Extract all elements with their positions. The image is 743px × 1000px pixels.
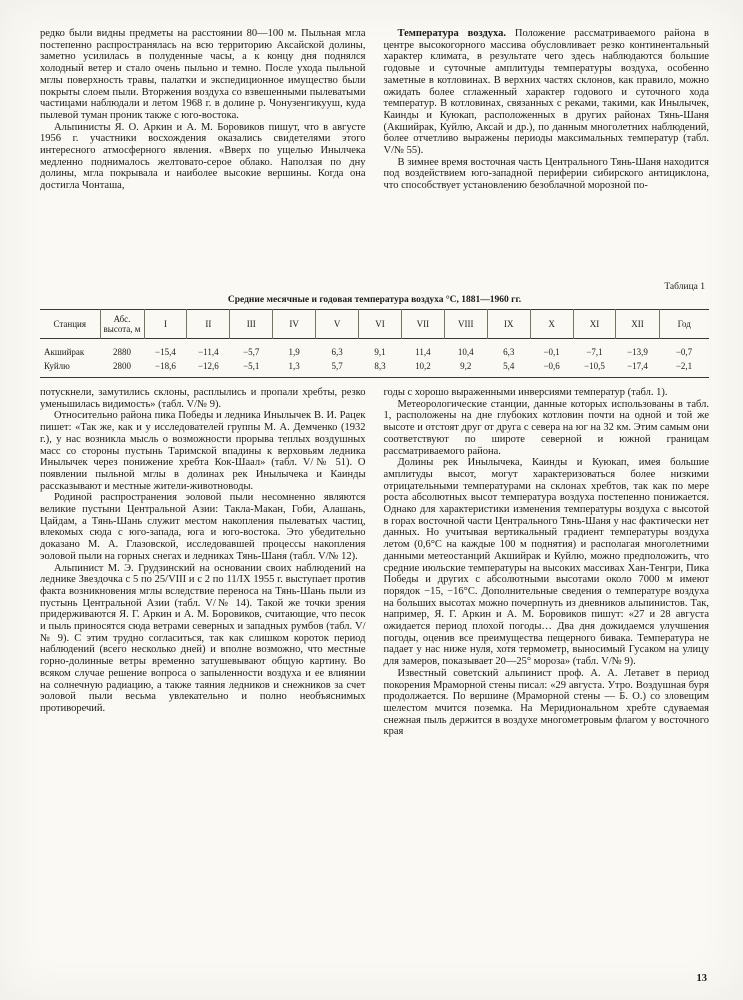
table-header-month: I — [144, 310, 187, 339]
table-row — [40, 359, 709, 378]
left-column-top — [40, 28, 366, 280]
table-header-month: VI — [359, 310, 402, 339]
table-header-month: III — [230, 310, 273, 339]
table-label: Таблица 1 — [664, 282, 705, 292]
paragraph-section-lead — [384, 28, 710, 157]
table-cell-month-value: −11,4 — [198, 347, 219, 357]
section-heading: Температура воздуха. — [397, 28, 507, 39]
paragraph: Альпинист М. Э. Грудзинский на основании своих наблюдений на леднике Звездочка с 5 по 25/VIII и с 2 по 11/IX 1955 г. выступает против факта возникновения мглы вследствие переноса на Тянь-Шань пыли из пустынь Центральной Азии (табл. V/№ 14). Такой же точки зрения придерживаются Я. Г. Аркин и А. М. Боровиков, считающие, что песок и пыль приносятся сюда ветрами северных и западных румбов (табл. V/№ 9). С этим трудно согласиться, так как слишком короток период наблюдений (всего несколько дней) и вполне возможно, что местные горно-долинные ветры временно затушевывают общую картину. Во всяком случае решение вопроса о запыленности воздуха и ее влиянии на солнечную радиацию, а также таяния ледников и снежников за счет эоловой пыли весьма увлекательно и полно необъяснимых противоречий. — [40, 562, 366, 714]
table-cell-month-value: −7,1 — [586, 347, 603, 357]
table-cell-year-value: −2,1 — [675, 361, 693, 371]
table-cell-month-value: 8,3 — [374, 361, 386, 371]
table-cell-month-value: 5,4 — [503, 361, 515, 371]
table-cell-month-value: −5,7 — [243, 347, 260, 357]
paragraph: Родиной распространения эоловой пыли несомненно являются великие пустыни Центральной Азии: Такла-Макан, Гоби, Алашань, Цайдам, а Тянь-Шань служит местом накопления пылеватых частиц, влекомых сюда с юго-запада, юга и юго-востока. Это убедительно доказано М. А. Глазовской, исследовавшей процессы накопления эоловой пыли на горных снегах и ледниках Тянь-Шаня (табл. V/№ 12). — [40, 492, 366, 562]
section-lead-text: Положение рассматриваемого района в центре высокогорного массива обусловливает резко континентальный характер климата, в результате чего здесь наблюдаются большие годовые и суточные амплитуды температуры воздуха, особенно заметные в котловинах. В верхних частях склонов, как правило, можно ожидать более сглаженный характер годового и суточного хода температур. В котловинах, связанных с реками, такими, как Инылычек, Каинды и Куюкап, расположенных в других районах Тянь-Шаня (Акшийрак, Куйлю, Аксай и др.), по данным многолетних наблюдений, более отчетливо выражены периоды максимальных температур (табл. V/№ 55). — [383, 28, 710, 157]
table-cell-month-value: 6,3 — [331, 347, 343, 357]
table-header-month: VII — [401, 310, 444, 339]
table-cell-month-value: 9,1 — [374, 347, 386, 357]
table-cell-month-value: −10,5 — [584, 361, 605, 371]
table-cell-year-value: −0,7 — [675, 347, 693, 357]
climate-table — [40, 309, 709, 378]
right-column-top — [384, 28, 710, 280]
table-cell-month-value: −0,6 — [543, 361, 560, 371]
table-header-month: IX — [487, 310, 530, 339]
paragraph: Метеорологические станции, данные которых использованы в табл. 1, расположены на дне глубоких котловин почти на одной и той же высоте и отстоят друг от друга с севера на юг на 32 км. Этим самым они соответствуют по широте северной и южной границам рассматриваемого района. — [383, 398, 709, 457]
table-header-month: IV — [273, 310, 316, 339]
table-cell-month-value: −18,6 — [155, 361, 176, 371]
table-cell-month-value: 1,3 — [288, 361, 300, 371]
page-number: 13 — [696, 973, 707, 984]
table-cell-month-value: −13,9 — [627, 347, 648, 357]
table-cell-station: Куйлю — [44, 361, 70, 371]
table-cell-month-value: 5,7 — [331, 361, 343, 371]
table-header-year: Год — [659, 310, 709, 339]
table-cell-month-value: 1,9 — [288, 347, 300, 357]
table-title: Средние месячные и годовая температура воздуха °С, 1881—1960 гг. — [227, 295, 522, 305]
paragraph: годы с хорошо выраженными инверсиями температур (табл. 1). — [383, 387, 668, 398]
table-header-month: X — [530, 310, 573, 339]
table-cell-month-value: −17,4 — [627, 361, 648, 371]
top-text-section — [40, 28, 709, 280]
table-body — [40, 339, 709, 378]
table-cell-month-value: −5,1 — [243, 361, 260, 371]
table-header-month: VIII — [444, 310, 487, 339]
table-header-month: II — [187, 310, 230, 339]
table-cell-month-value: 10,4 — [457, 347, 474, 357]
table-cell-month-value: 9,2 — [460, 361, 472, 371]
table-header-month: XII — [616, 310, 659, 339]
left-column-bottom — [40, 387, 366, 738]
right-column-bottom — [384, 387, 710, 738]
table-header-row — [40, 310, 709, 339]
table-cell-month-value: −12,6 — [197, 361, 219, 371]
paragraph: Альпинисты Я. О. Аркин и А. М. Боровиков пишут, что в августе 1956 г. участники восхождения оказались свидетелями этого интересного атмосферного явления. «Вверх по ущелью Инылчека медленно поднималось желтовато-серое облако. Наползая по дну долины, мгла покрывала и наиболее высокие вершины. Когда она достигла Чонташа, — [40, 121, 366, 192]
table-header-altitude: Абс. высота, м — [100, 310, 144, 339]
paragraph: Долины рек Инылычека, Каинды и Куюкап, имея большие амплитуды высот, могут характеризоваться более низкими отрицательными температурами на склонах хребтов, так как по мере роста абсолютных высот температура воздуха постепенно понижается. Однако для характеристики изменения температуры воздуха с высотой в горах восточной части Центрального Тянь-Шаня у нас фактически нет данных. Но учитывая вертикальный градиент температуры воздуха летом (0,6°С на каждые 100 м поднятия) и располагая многолетними данными метеостанций Акшийрак и Куйлю, можно предположить, что средние июльские температуры на высоких массивах Хан-Тенгри, Пика Победы и других с абсолютными высотами около 7000 м имеют порядок −15, −16°С. Дополнительные сведения о температуре воздуха на больших высотах можно почерпнуть из дневников альпинистов. Так, например, Я. Г. Аркин и А. М. Боровиков пишут: «27 и 28 августа ожидается период плохой погоды… Два дня дожидаемся улучшения погоды, оценив все преимущества пещерного бивака. Температура не падает у нас ниже нуля, хотя термометр, выносимый Гусаком на улицу для замеров, показывает 20—25° мороза» (табл. V/№ 9). — [383, 457, 709, 668]
paragraph: редко были видны предметы на расстоянии 80—100 м. Пыльная мгла постепенно распространялась на всю территорию Аксайской долины, заметно усилилась в полуденные часы, а к концу дня поднялся холодный ветер и стало очень пыльно и темно. После ухода пыльной мглы поверхность травы, палатки и экспедиционное имущество были покрыты слоем пыли. Вторжения воздуха со взвешенными пылеватыми частицами наблюдали и летом 1968 г. в долине р. Чонузенгикууш, куда пылевой туман проник также с юго-востока. — [40, 28, 366, 121]
table-header-month: XI — [573, 310, 616, 339]
paragraph: Известный советский альпинист проф. А. А. Летавет в период покорения Мраморной стены писал: «29 августа. Утро. Воздушная буря продолжается. По вершине (Мраморной стены — Б. О.) со зловещим шелестом мчится поземка. На Меридиональном хребте сдуваемая снежная пыль держится в воздухе многометровым флагом у восточного края — [383, 667, 709, 738]
table-cell-station: Акшийрак — [44, 347, 85, 357]
table-cell-month-value: −15,4 — [155, 347, 176, 357]
table-cell-altitude: 2880 — [113, 347, 131, 357]
table-cell-month-value: 11,4 — [415, 347, 431, 357]
paragraph: В зимнее время восточная часть Центрального Тянь-Шаня находится под воздействием юго-западной периферии сибирского антициклона, что способствует установлению безоблачной морозной по- — [383, 156, 709, 192]
paragraph: потускнели, замутились склоны, расплылись и пропали хребты, резко уменьшилась видимость» (табл. V/№ 9). — [40, 387, 366, 410]
table-cell-altitude: 2800 — [113, 361, 131, 371]
table-cell-month-value: −0,1 — [543, 347, 560, 357]
table-cell-month-value: 6,3 — [503, 347, 515, 357]
table-header-station: Станция — [53, 319, 86, 329]
table-header-month: V — [316, 310, 359, 339]
paragraph: Относительно района пика Победы и ледника Инылычек В. И. Рацек пишет: «Так же, как и у исследователей группы М. А. Демченко (1932 г.), у нас возникла мысль о возможности прорыва теплых воздушных масс со стороны пустынь Таримской впадины к верховьям ледника Инылычек через понижение хребта Кок-Шаал» (табл. V/№ 51). О появлении пыльной мглы в долинах рек Инылычека и Каинды рассказывают и местные жители-животноводы. — [40, 410, 366, 492]
table-row — [40, 339, 709, 360]
bottom-text-section — [40, 387, 709, 738]
table-cell-month-value: 10,2 — [415, 361, 431, 371]
